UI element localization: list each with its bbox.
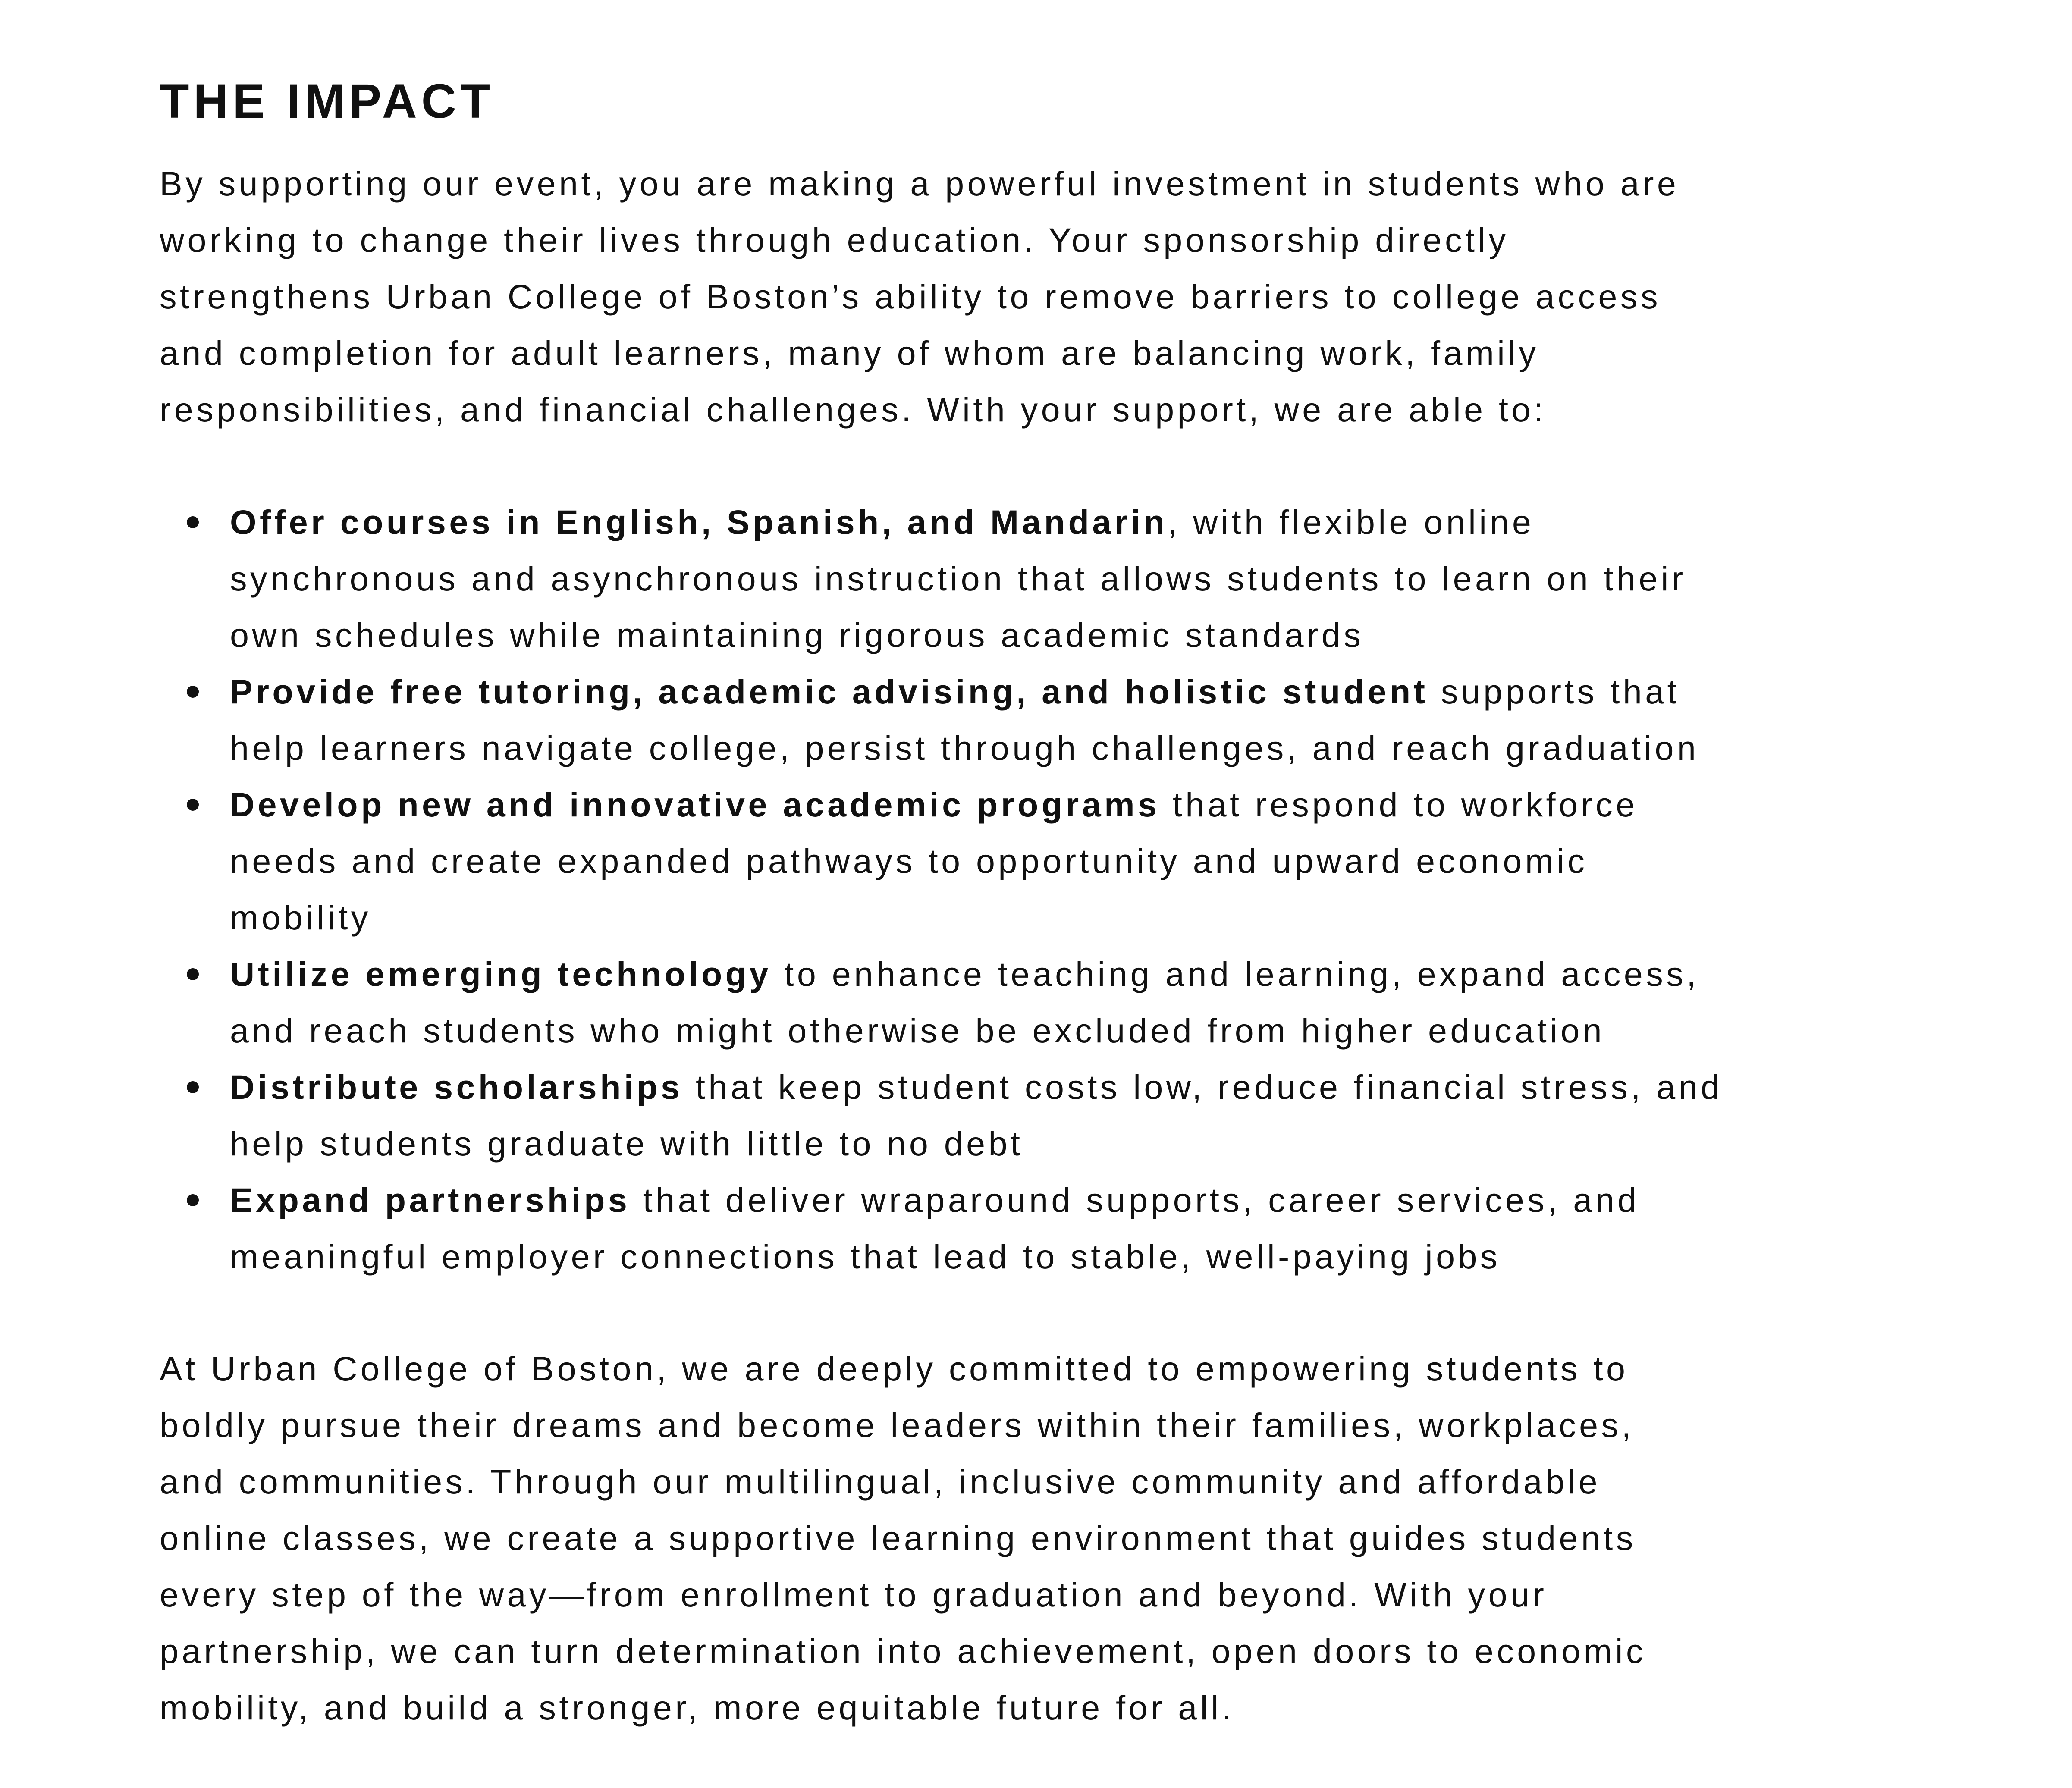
- item-text: that deliver wraparound supports, career services, and: [630, 1181, 1640, 1219]
- text-line: needs and create expanded pathways to opportunity and upward economic: [230, 842, 1588, 880]
- text-line: online classes, we create a supportive learning environment that guides students: [160, 1519, 1636, 1557]
- item-text: supports that: [1428, 672, 1680, 711]
- closing-paragraph: [160, 1340, 1646, 1736]
- text-line: synchronous and asynchronous instruction that allows students to learn on their: [230, 559, 1686, 598]
- impact-list: [160, 494, 1723, 1285]
- text-line: meaningful employer connections that lead to stable, well-paying jobs: [230, 1237, 1501, 1276]
- bold-lead: Offer courses in English, Spanish, and Mandarin: [230, 503, 1168, 541]
- list-item: [160, 946, 1723, 1059]
- list-item: [160, 663, 1723, 776]
- bullet-icon: [187, 968, 199, 980]
- bold-lead: Utilize emerging technology: [230, 955, 772, 993]
- text-line: [230, 494, 1723, 550]
- text-line: own schedules while maintaining rigorous academic standards: [230, 616, 1364, 654]
- text-line: By supporting our event, you are making a powerful investment in students who are: [160, 164, 1680, 203]
- bold-lead: Expand partnerships: [230, 1181, 631, 1219]
- text-line: mobility, and build a stronger, more equitable future for all.: [160, 1688, 1235, 1727]
- text-line: [230, 1172, 1723, 1228]
- bullet-icon: [187, 799, 199, 811]
- bullet-icon: [187, 516, 199, 528]
- item-text: that keep student costs low, reduce financial stress, and: [683, 1068, 1723, 1106]
- intro-paragraph: [160, 155, 1679, 438]
- text-line: [230, 946, 1723, 1002]
- section-heading: THE IMPACT: [160, 74, 495, 128]
- text-line: every step of the way—from enrollment to graduation and beyond. With your: [160, 1575, 1548, 1614]
- bullet-icon: [187, 686, 199, 698]
- text-line: responsibilities, and financial challenges. With your support, we are able to:: [160, 390, 1547, 429]
- text-line: [230, 663, 1723, 720]
- text-line: strengthens Urban College of Boston’s ability to remove barriers to college access: [160, 277, 1661, 316]
- item-text: to enhance teaching and learning, expand access,: [771, 955, 1699, 993]
- text-line: and communities. Through our multilingual, inclusive community and affordable: [160, 1462, 1601, 1501]
- bullet-icon: [187, 1081, 199, 1093]
- list-item: [160, 1172, 1723, 1285]
- bold-lead: Distribute scholarships: [230, 1068, 683, 1106]
- text-line: At Urban College of Boston, we are deeply committed to empowering students to: [160, 1349, 1629, 1388]
- text-line: [230, 1059, 1723, 1115]
- bullet-icon: [187, 1194, 199, 1206]
- text-line: [230, 776, 1723, 833]
- item-text: , with flexible online: [1168, 503, 1535, 541]
- text-line: and reach students who might otherwise be excluded from higher education: [230, 1011, 1605, 1050]
- text-line: partnership, we can turn determination into achievement, open doors to economic: [160, 1632, 1646, 1670]
- text-line: mobility: [230, 898, 371, 937]
- text-line: working to change their lives through education. Your sponsorship directly: [160, 221, 1509, 259]
- text-line: help students graduate with little to no debt: [230, 1124, 1023, 1163]
- text-line: boldly pursue their dreams and become leaders within their families, workplaces,: [160, 1406, 1635, 1444]
- text-line: help learners navigate college, persist through challenges, and reach graduation: [230, 729, 1699, 767]
- list-item: [160, 1059, 1723, 1172]
- list-item: [160, 776, 1723, 946]
- bold-lead: Provide free tutoring, academic advising, and holistic student: [230, 672, 1428, 711]
- bold-lead: Develop new and innovative academic programs: [230, 785, 1160, 824]
- item-text: that respond to workforce: [1160, 785, 1638, 824]
- list-item: [160, 494, 1723, 663]
- text-line: and completion for adult learners, many of whom are balancing work, family: [160, 334, 1539, 372]
